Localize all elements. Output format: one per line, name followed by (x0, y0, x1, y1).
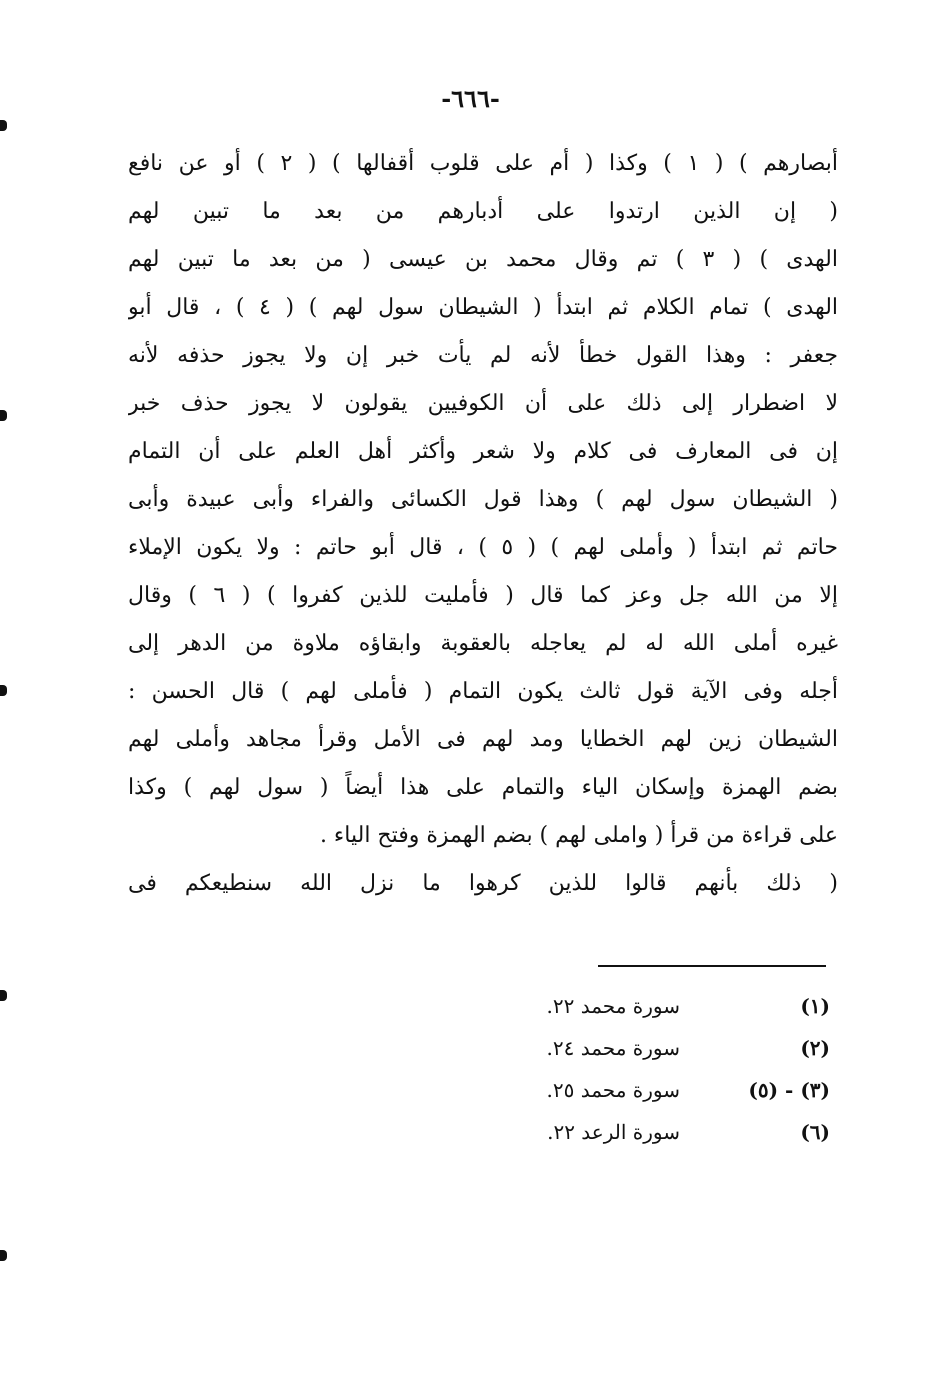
footnote-number: (١) (800, 994, 830, 1018)
footnotes (470, 985, 830, 1153)
text-line: لا اضطرار إلى ذلك على أن الكوفيين يقولون لا يجوز حذف خبر (128, 391, 838, 416)
text-line: أجله وفى الآية قول ثالث يكون التمام ( فأملى لهم ) قال الحسن : (128, 679, 838, 704)
text-line: أبصارهم ) ( ١ ) وكذا ( أم على قلوب أقفالها ) ( ٢ ) أو عن نافع (128, 151, 838, 176)
footnote-item (470, 1027, 830, 1069)
text-line: ( إن الذين ارتدوا على أدبارهم من بعد ما تبين لهم (128, 199, 838, 224)
footnote-reference: سورة محمد ٢٤. (546, 1036, 680, 1060)
text-line: بضم الهمزة وإسكان الياء والتمام على هذا أيضاً ( سول لهم ) وكذا (128, 775, 838, 800)
text-line: جعفر : وهذا القول خطأ لأنه لم يأت خبر إن ولا يجوز حذفه لأنه (128, 343, 838, 368)
text-line: على قراءة من قرأ ( واملى لهم ) بضم الهمزة وفتح الياء . (319, 823, 838, 848)
footnote-number: (٦) (800, 1120, 830, 1144)
text-line: الهدى ) ( ٣ ) تم وقال محمد بن عيسى ( من بعد ما تبين لهم (128, 247, 838, 272)
text-line: إن فى المعارف فى كلام ولا شعر وأكثر أهل العلم على أن التمام (128, 439, 838, 464)
footnote-divider (598, 965, 826, 967)
text-line: غيره أملى الله له لم يعاجله بالعقوبة وابقاؤه ملاوة من الدهر إلى (128, 631, 838, 656)
page-number: -٦٦٦- (441, 84, 500, 113)
footnote-item (470, 1111, 830, 1153)
footnote-item (470, 1069, 830, 1111)
text-line: ( ذلك بأنهم قالوا للذين كرهوا ما نزل الله سنطيعكم فى (128, 871, 838, 896)
binding-hole-mark (0, 990, 7, 1001)
binding-hole-mark (0, 1250, 7, 1261)
footnote-reference: سورة الرعد ٢٢. (547, 1120, 680, 1144)
binding-hole-mark (0, 410, 7, 421)
body-text (128, 140, 838, 908)
footnote-number: (٢) (800, 1036, 830, 1060)
text-line: ( الشيطان سول لهم ) وهذا قول الكسائى والفراء وأبى عبيدة وأبى (128, 487, 838, 512)
text-line: الشيطان زين لهم الخطايا ومد لهم فى الأمل وقرأ مجاهد وأملى لهم (128, 727, 838, 752)
text-line: الهدى ) تمام الكلام ثم ابتدأ ( الشيطان سول لهم ) ( ٤ ) ، قال أبو (128, 295, 838, 320)
binding-hole-mark (0, 685, 7, 696)
footnote-reference: سورة محمد ٢٥. (546, 1078, 680, 1102)
footnote-number: (٣) - (٥) (748, 1078, 830, 1102)
text-line: إلا من الله جل وعز كما قال ( فأمليت للذين كفروا ) ( ٦ ) وقال (128, 583, 838, 608)
footnote-reference: سورة محمد ٢٢. (546, 994, 680, 1018)
text-line: حاتم ثم ابتدأ ( وأملى لهم ) ( ٥ ) ، قال أبو حاتم : ولا يكون الإملاء (128, 535, 838, 560)
footnote-item (470, 985, 830, 1027)
binding-hole-mark (0, 120, 7, 131)
